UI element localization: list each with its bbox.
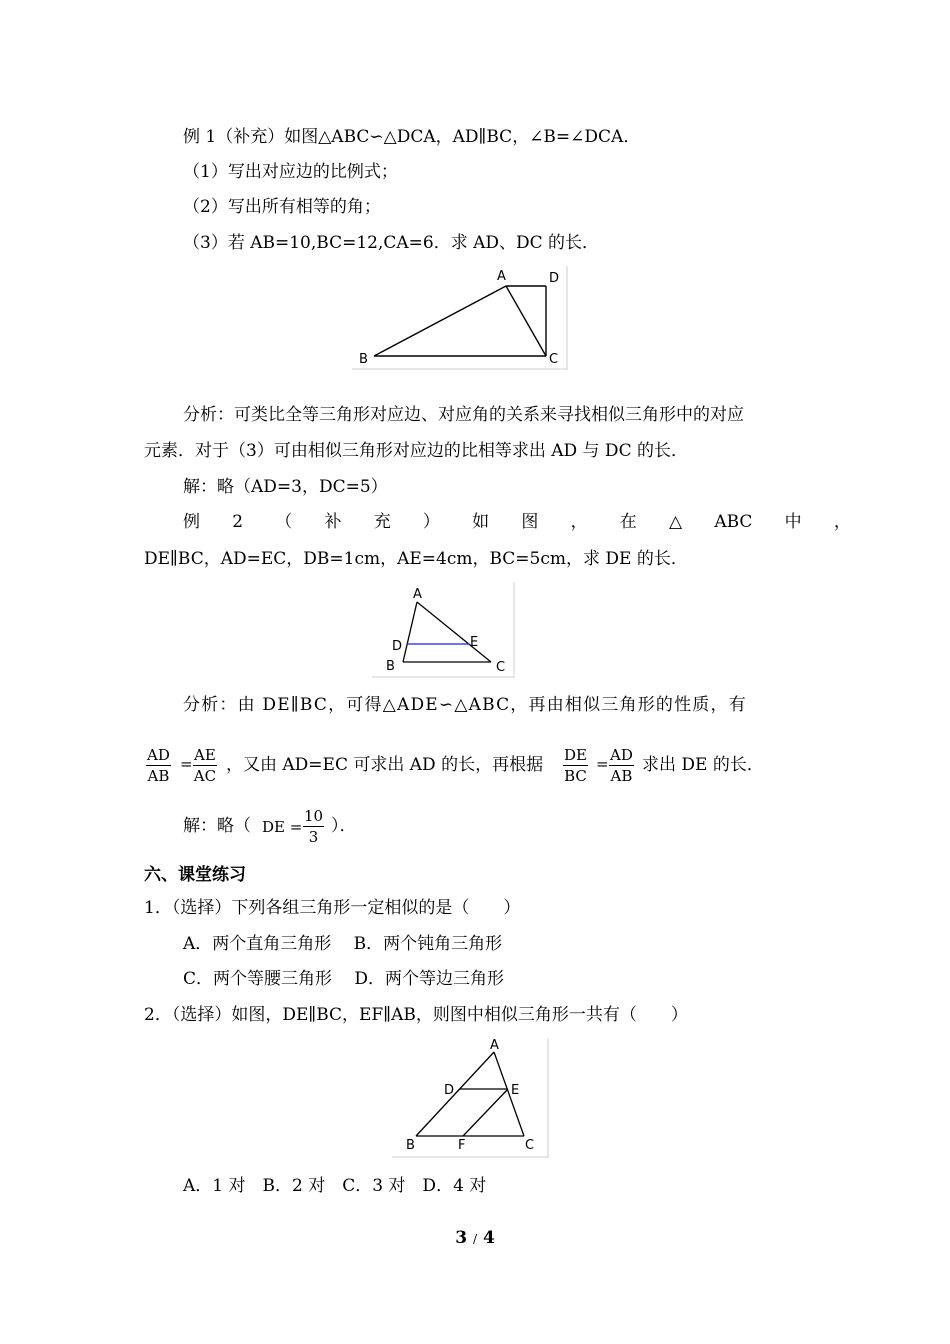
ex1-label-a: A <box>497 269 506 284</box>
ex2-solution-prefix: 解：略（ <box>183 816 251 836</box>
ex1-title: 例 1（补充）如图△ABC∽△DCA，AD∥BC，∠B=∠DCA． <box>183 127 641 147</box>
ex2-label-c: C <box>496 660 506 675</box>
page-number: 3 / 4 <box>455 1228 495 1248</box>
practice-q1-options-1: A．两个直角三角形 B．两个钝角三角形 <box>183 934 503 954</box>
ex2-end-text: 求出 DE 的长． <box>642 755 764 775</box>
ex2-label-e: E <box>470 635 479 650</box>
q2-label-a: A <box>490 1038 499 1053</box>
ex2-frac-ae-ac: $\frac{AE}{AC}$ <box>193 746 217 785</box>
ex1-solution: 解：略（AD=3，DC=5） <box>183 477 388 497</box>
ex1-figure <box>350 264 572 372</box>
ex2-label-a: A <box>413 587 422 602</box>
ex2-figure <box>370 580 518 680</box>
ex2-mid-text: ，又由 AD=EC 可求出 AD 的长，再根据 <box>226 755 544 775</box>
ex2-label-d: D <box>392 639 403 654</box>
q2-label-c: C <box>525 1138 535 1153</box>
ex1-analysis-line2: 元素．对于（3）可由相似三角形对应边的比相等求出 AD 与 DC 的长． <box>144 441 688 461</box>
ex2-label-b: B <box>386 659 395 674</box>
ex2-solution-frac: $\frac{10}{3}$ <box>304 807 324 846</box>
ex2-title-line1: 例 2 （ 补 充 ） 如 图 ， 在 △ ABC 中 ， <box>183 512 851 532</box>
section-heading: 六、课堂练习 <box>144 865 246 885</box>
q2-label-e: E <box>511 1083 520 1098</box>
ex1-label-c: C <box>549 352 559 367</box>
q2-label-f: F <box>458 1138 466 1153</box>
q2-label-d: D <box>444 1083 455 1098</box>
ex2-frac-ad-ab-2: $\frac{AD}{AB}$ <box>610 746 633 785</box>
ex1-label-d: D <box>549 271 560 286</box>
practice-q2-options: A．1 对 B．2 对 C．3 对 D．4 对 <box>183 1176 487 1196</box>
practice-q1: 1．（选择）下列各组三角形一定相似的是（ ） <box>144 898 521 918</box>
ex2-frac-ad-ab: $\frac{AD}{AB}$ <box>147 746 170 785</box>
ex1-q1: （1）写出对应边的比例式； <box>183 162 398 182</box>
ex1-q3: （3）若 AB=10,BC=12,CA=6．求 AD、DC 的长． <box>183 233 600 253</box>
ex2-solution-suffix: ）． <box>331 816 357 836</box>
ex2-analysis-line1: 分析：由 DE∥BC，可得△ADE∽△ABC，再由相似三角形的性质，有 <box>183 695 747 715</box>
ex1-label-b: B <box>359 352 368 367</box>
practice-q2-figure <box>390 1036 552 1160</box>
ex1-q2: （2）写出所有相等的角； <box>183 197 381 217</box>
q2-label-b: B <box>406 1138 415 1153</box>
ex2-title-line2: DE∥BC，AD=EC，DB=1cm，AE=4cm，BC=5cm，求 DE 的长． <box>144 549 688 569</box>
ex1-analysis-line1: 分析：可类比全等三角形对应边、对应角的关系来寻找相似三角形中的对应 <box>183 405 744 425</box>
ex2-frac-de-bc: $\frac{DE}{BC}$ <box>564 746 587 785</box>
ex2-solution-de: DE = <box>262 818 303 836</box>
practice-q2: 2．（选择）如图，DE∥BC，EF∥AB，则图中相似三角形一共有（ ） <box>144 1005 688 1025</box>
practice-q1-options-2: C．两个等腰三角形 D．两个等边三角形 <box>183 969 505 989</box>
ex2-eq-sign-1: = <box>180 755 193 773</box>
ex2-eq-sign-2: = <box>596 755 609 773</box>
